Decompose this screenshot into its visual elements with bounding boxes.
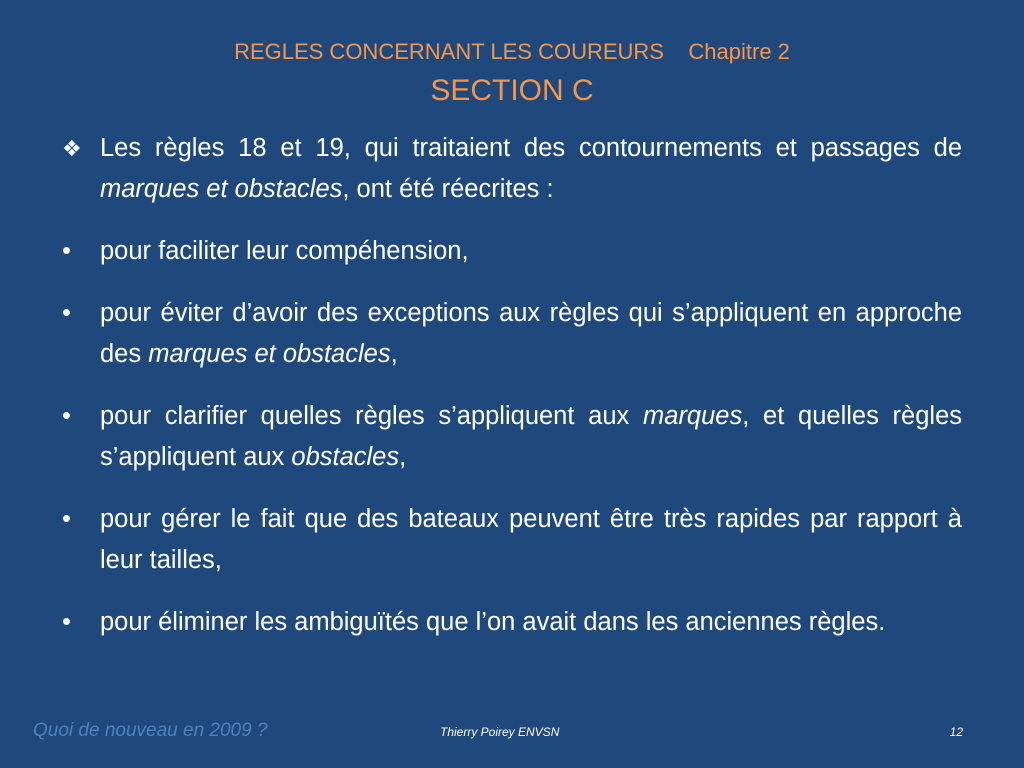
title-main: REGLES CONCERNANT LES COUREURS Chapitre 2 [234,39,790,64]
bullet-item [62,293,962,375]
bullet-text-run: , [399,443,407,471]
bullet-item [62,602,962,643]
bullet-text [100,505,962,574]
bullet-item [62,128,962,210]
bullet-text-italic: obstacles [291,443,400,471]
bullet-text [100,608,885,636]
bullet-text-italic: marques et obstacles [148,340,391,368]
bullet-icon: • [62,402,71,430]
bullet-text-italic: marques [643,402,743,430]
bullet-text-run: pour éviter d’avoir des exceptions aux règles qui s’appliquent en approche des [100,299,962,368]
bullet-text-run: Les règles 18 et 19, qui traitaient des contournements et passages de [100,134,962,162]
bullet-text [100,299,962,368]
bullet-text [100,402,962,471]
bullet-icon: • [62,505,71,533]
bullet-item [62,231,962,272]
footer [0,716,1024,752]
footer-presentation-title: Quoi de nouveau en 2009 ? [33,720,268,741]
bullet-text-italic: marques et obstacles [100,175,343,203]
bullet-icon: • [62,299,71,327]
diamond-bullet-icon: ❖ [62,136,82,161]
bullet-text-run: pour gérer le fait que des bateaux peuvent être très rapides par rapport à leur tailles, [100,505,962,574]
slide-title [0,36,1024,110]
bullet-text-run: , et quelles règles s’appliquent aux [100,402,963,471]
footer-author: Thierry Poirey ENVSN [440,725,560,739]
bullet-text [100,237,469,265]
bullet-item [62,499,962,581]
bullet-text-run: , ont été réecrites : [342,175,554,203]
bullet-text-run: pour faciliter leur compéhension, [100,237,469,265]
bullet-item [62,396,962,478]
title-section: SECTION C [430,74,594,107]
bullet-list [62,128,962,664]
slide-number: 12 [949,725,963,739]
bullet-icon: • [62,237,71,265]
bullet-text-run: pour éliminer les ambiguïtés que l’on avait dans les anciennes règles. [100,608,886,636]
bullet-text-run: , [390,340,398,368]
bullet-icon: • [62,608,71,636]
bullet-text-run: pour clarifier quelles règles s’appliquent aux [100,402,644,430]
bullet-text [100,134,962,203]
